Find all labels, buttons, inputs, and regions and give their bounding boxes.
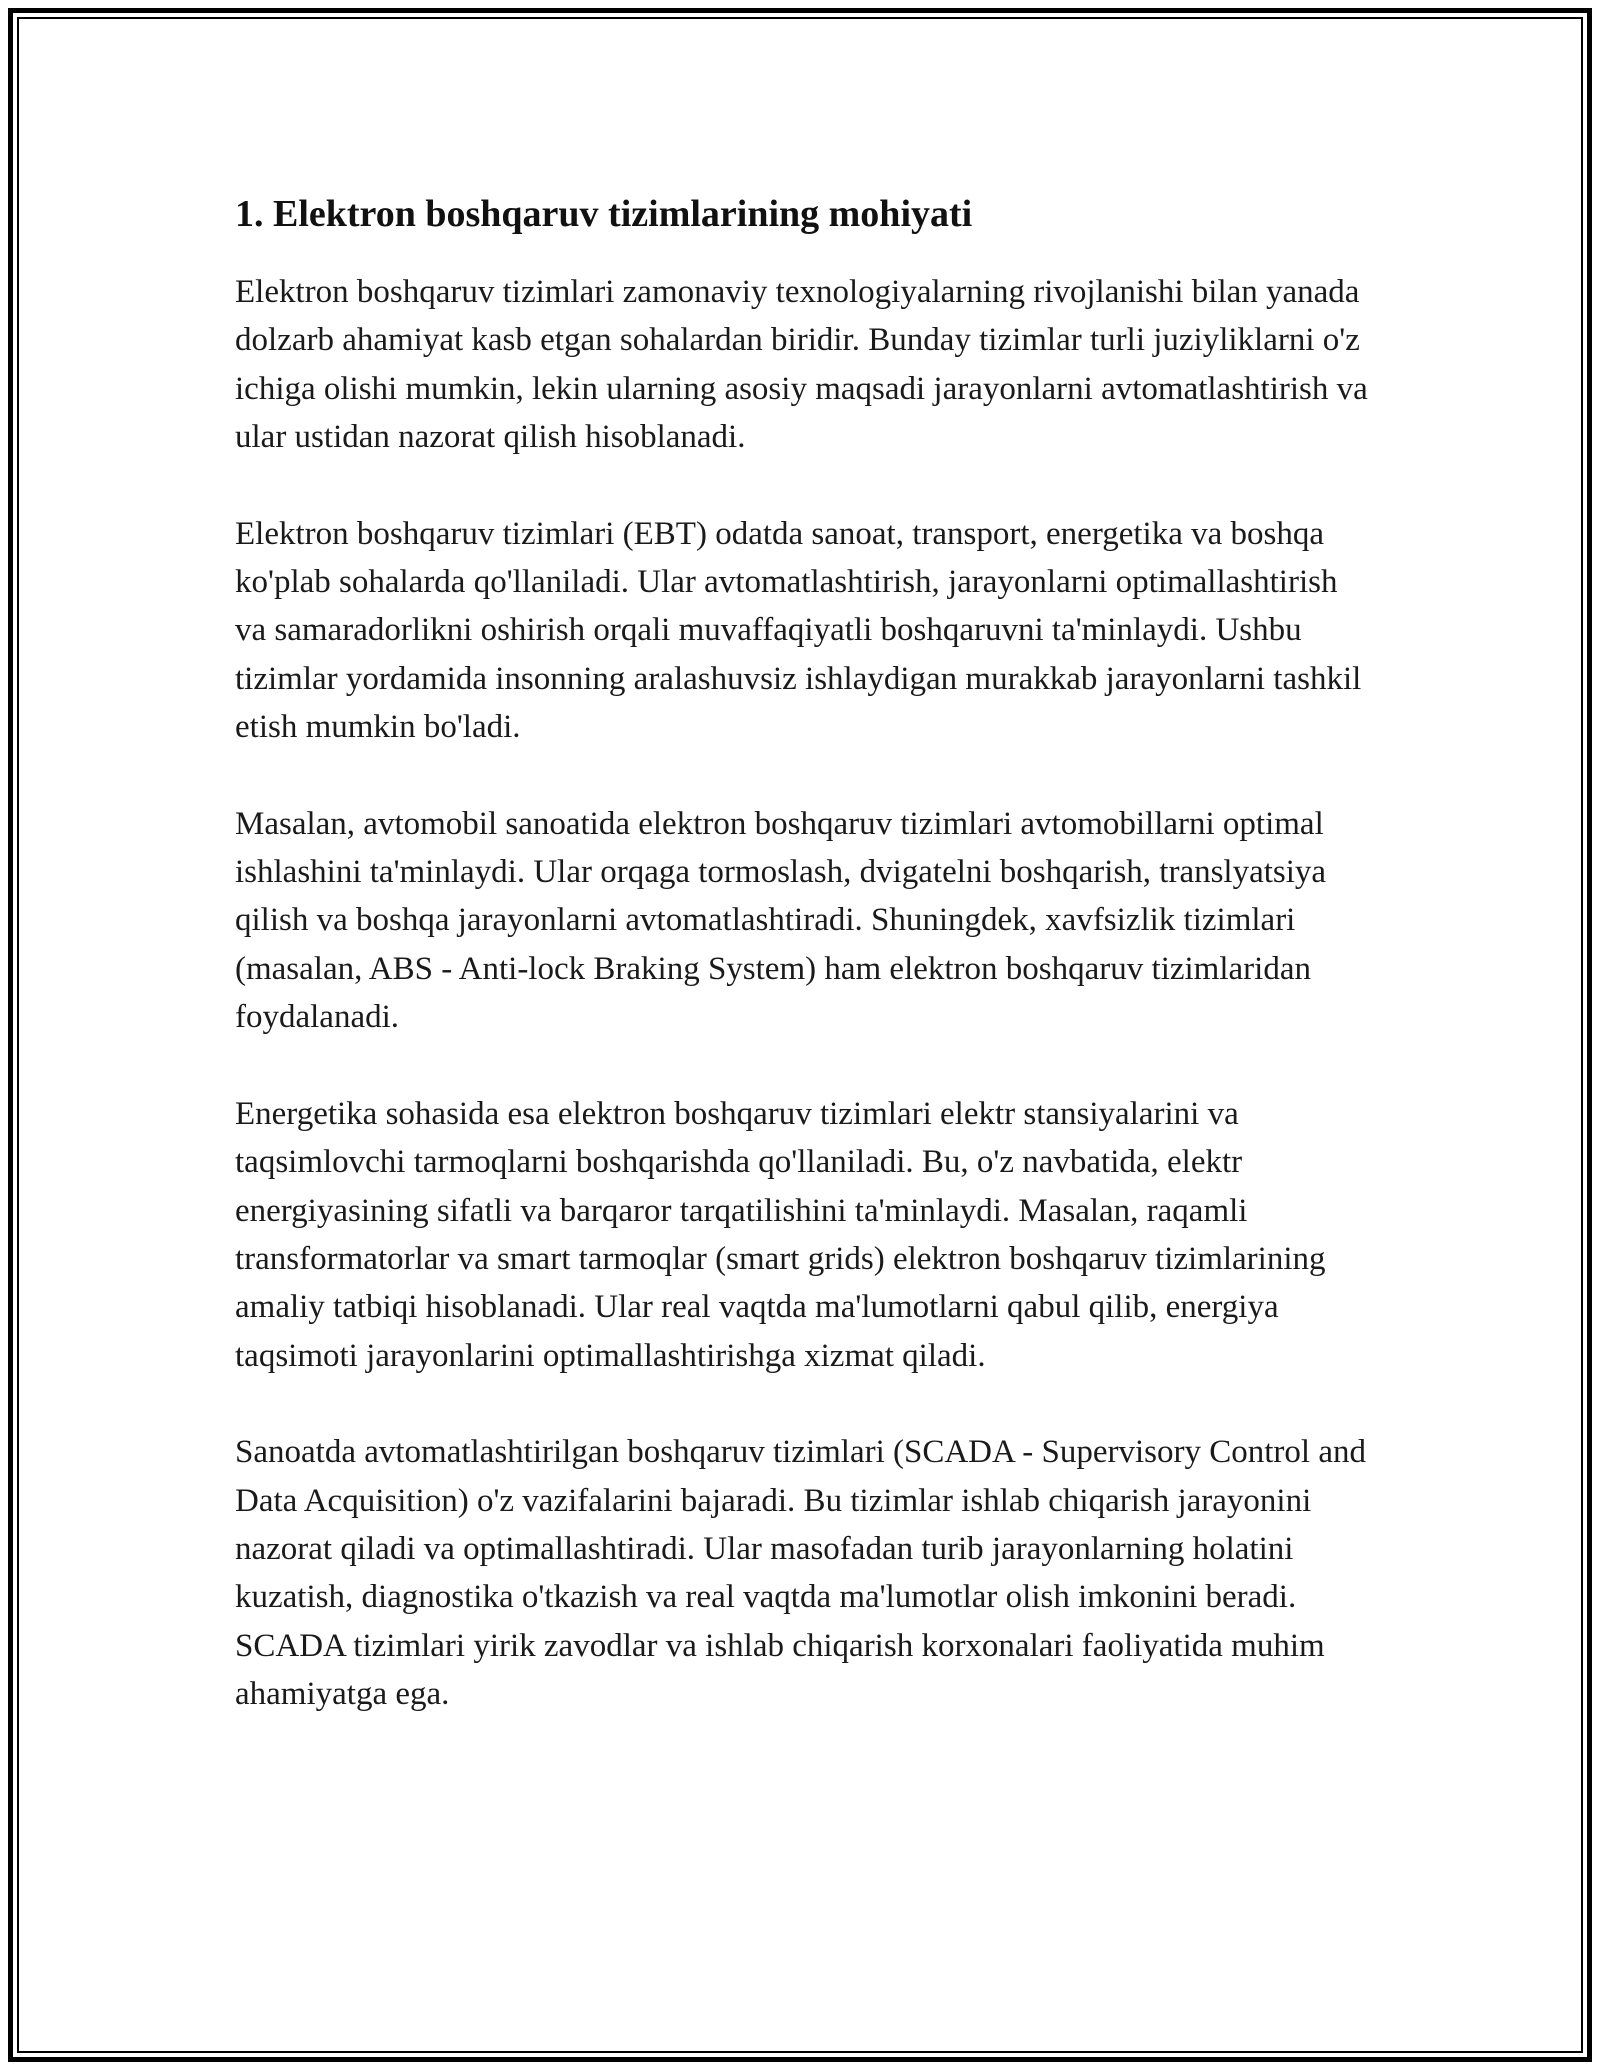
document-body: [235, 186, 1375, 1719]
section-heading: 1. Elektron boshqaruv tizimlarining mohiyati: [235, 193, 973, 235]
paragraph-5: Sanoatda avtomatlashtirilgan boshqaruv tizimlari (SCADA - Supervisory Control and Data Acquisition) o'z vazifalarini bajaradi. Bu tizimlar ishlab chiqarish jarayonini nazorat qiladi va optimallashtiradi. Ular masofadan turib jarayonlarning holatini kuzatish, diagnostika o'tkazish va real vaqtda ma'lumotlar olish imkonini beradi. SCADA tizimlari yirik zavodlar va ishlab chiqarish korxonalari faoliyatida muhim ahamiyatga ega.: [235, 1434, 1366, 1713]
paragraph-4: Energetika sohasida esa elektron boshqaruv tizimlari elektr stansiyalarini va taqsimlovchi tarmoqlarni boshqarishda qo'llaniladi. Bu, o'z navbatida, elektr energiyasining sifatli va barqaror tarqatilishini ta'minlaydi. Masalan, raqamli transformatorlar va smart tarmoqlar (smart grids) elektron boshqaruv tizimlarining amaliy tatbiqi hisoblanadi. Ular real vaqtda ma'lumotlarni qabul qilib, energiya taqsimoti jarayonlarini optimallashtirishga xizmat qiladi.: [235, 1095, 1326, 1374]
paragraph-1: Elektron boshqaruv tizimlari zamonaviy texnologiyalarning rivojlanishi bilan yanada dolzarb ahamiyat kasb etgan sohalardan biridir. Bunday tizimlar turli juziyliklarni o'z ichiga olishi mumkin, lekin ularning asosiy maqsadi jarayonlarni avtomatlashtirish va ular ustidan nazorat qilish hisoblanadi.: [235, 274, 1368, 456]
paragraph-3: Masalan, avtomobil sanoatida elektron boshqaruv tizimlari avtomobillarni optimal ishlashini ta'minlaydi. Ular orqaga tormoslash, dvigatelni boshqarish, translyatsiya qilish va boshqa jarayonlarni avtomatlashtiradi. Shuningdek, xavfsizlik tizimlari (masalan, ABS - Anti-lock Braking System) ham elektron boshqaruv tizimlaridan foydalanadi.: [235, 805, 1327, 1036]
paragraph-2: Elektron boshqaruv tizimlari (EBT) odatda sanoat, transport, energetika va boshqa ko'plab sohalarda qo'llaniladi. Ular avtomatlashtirish, jarayonlarni optimallashtirish va samaradorlikni oshirish orqali muvaffaqiyatli boshqaruvni ta'minlaydi. Ushbu tizimlar yordamida insonning aralashuvsiz ishlaydigan murakkab jarayonlarni tashkil etish mumkin bo'ladi.: [235, 515, 1362, 746]
